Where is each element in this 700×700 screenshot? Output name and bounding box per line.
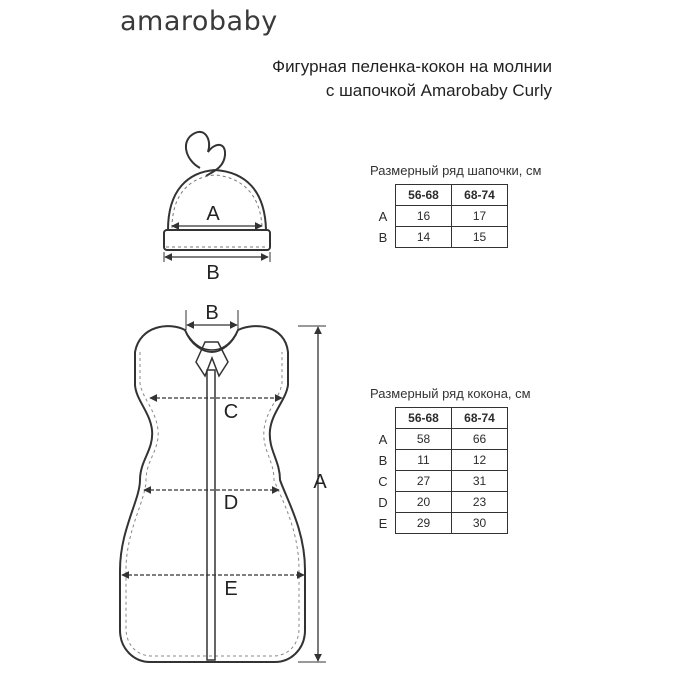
cocoon-label-a: A: [313, 471, 327, 493]
table-cell: 16: [396, 206, 452, 227]
cocoon-row-label: C: [378, 473, 388, 489]
table-cell: 66: [452, 429, 508, 450]
table-cell: 11: [396, 450, 452, 471]
table-cell: 27: [396, 471, 452, 492]
table-row: [371, 492, 508, 513]
cocoon-label-e: E: [224, 578, 238, 600]
hat-label-a: A: [206, 203, 220, 225]
cocoon-size-table: [371, 407, 508, 534]
table-cell: 58: [396, 429, 452, 450]
cocoon-table-caption: Размерный ряд кокона, см: [370, 386, 531, 401]
table-cell: 30: [452, 513, 508, 534]
table-row: [371, 429, 508, 450]
cocoon-header-1: 56-68: [396, 408, 452, 429]
table-cell: 12: [452, 450, 508, 471]
cocoon-table-header: [371, 408, 508, 429]
cocoon-outline: [120, 326, 305, 662]
hat-table-caption: Размерный ряд шапочки, см: [370, 163, 542, 178]
table-cell: 31: [452, 471, 508, 492]
table-cell: 20: [396, 492, 452, 513]
cocoon-row-label: B: [378, 452, 388, 468]
hat-size-table: [371, 184, 508, 248]
table-row: [371, 450, 508, 471]
table-row: [371, 206, 508, 227]
hat-table-header: [371, 185, 508, 206]
table-cell: 14: [396, 227, 452, 248]
title-line-2: с шапочкой Amarobaby Curly: [325, 81, 552, 100]
table-row: [371, 227, 508, 248]
hat-row-label: B: [378, 229, 388, 245]
hat-header-1: 56-68: [396, 185, 452, 206]
hat-row-label: A: [378, 208, 388, 224]
hat-knot: [186, 132, 225, 176]
cocoon-drawing: [120, 326, 305, 662]
cocoon-label-b: B: [205, 302, 219, 324]
cocoon-label-c: C: [223, 401, 239, 423]
hat-label-b: B: [206, 262, 220, 284]
table-cell: 23: [452, 492, 508, 513]
title-line-1: Фигурная пеленка-кокон на молнии: [272, 57, 552, 76]
cocoon-header-2: 68-74: [452, 408, 508, 429]
table-cell: 17: [452, 206, 508, 227]
cocoon-row-label: D: [378, 494, 388, 510]
hat-header-2: 68-74: [452, 185, 508, 206]
hat-drawing: [164, 132, 270, 250]
cocoon-row-label: A: [378, 431, 388, 447]
cocoon-zipper: [207, 370, 215, 660]
table-cell: 29: [396, 513, 452, 534]
cocoon-row-label: E: [378, 515, 388, 531]
cocoon-label-d: D: [223, 492, 239, 514]
table-row: [371, 471, 508, 492]
table-row: [371, 513, 508, 534]
table-cell: 15: [452, 227, 508, 248]
brand-logo: amarobaby: [120, 6, 278, 37]
